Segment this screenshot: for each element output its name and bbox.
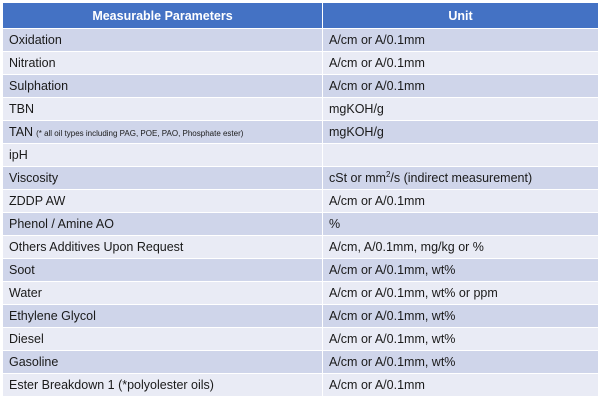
table-row [3,144,599,167]
unit-cell: mgKOH/g [323,121,599,144]
parameter-cell: Others Additives Upon Request [3,236,323,259]
unit-cell: % [323,213,599,236]
parameter-cell: Ester Breakdown 1 (*polyolester oils) [3,374,323,397]
header-parameter: Measurable Parameters [3,3,323,29]
parameter-cell: Diesel [3,328,323,351]
table-row [3,305,599,328]
table-row [3,29,599,52]
unit-cell: A/cm or A/0.1mm, wt% [323,351,599,374]
table-row [3,98,599,121]
unit-cell: A/cm or A/0.1mm [323,29,599,52]
parameter-cell: Phenol / Amine AO [3,213,323,236]
header-row [3,3,599,29]
table-row [3,167,599,190]
table-row [3,374,599,397]
table-row [3,75,599,98]
unit-prefix: cSt or mm [329,171,386,185]
table-row [3,190,599,213]
unit-cell [323,144,599,167]
unit-cell: A/cm or A/0.1mm, wt% [323,259,599,282]
parameter-cell: Soot [3,259,323,282]
parameter-cell: Nitration [3,52,323,75]
parameter-cell: Viscosity [3,167,323,190]
parameter-cell: Sulphation [3,75,323,98]
parameter-cell: ipH [3,144,323,167]
unit-cell: A/cm or A/0.1mm [323,374,599,397]
parameters-table [2,2,599,397]
parameter-cell: ZDDP AW [3,190,323,213]
unit-cell: A/cm or A/0.1mm [323,190,599,213]
unit-suffix: /s (indirect measurement) [390,171,533,185]
parameter-cell: Gasoline [3,351,323,374]
parameter-cell: Water [3,282,323,305]
unit-cell: A/cm or A/0.1mm [323,52,599,75]
table-row [3,121,599,144]
table-row [3,236,599,259]
unit-cell: A/cm or A/0.1mm, wt% [323,305,599,328]
table-row [3,328,599,351]
table-header [3,3,599,29]
parameter-cell: Oxidation [3,29,323,52]
table-body [3,29,599,397]
parameter-note: (* all oil types including PAG, POE, PAO, Phosphate ester) [36,129,244,138]
parameter-cell [3,121,323,144]
unit-cell: A/cm or A/0.1mm, wt% [323,328,599,351]
unit-cell: A/cm or A/0.1mm [323,75,599,98]
parameter-cell: Ethylene Glycol [3,305,323,328]
unit-cell [323,167,599,190]
table-row [3,282,599,305]
table-row [3,259,599,282]
table-row [3,52,599,75]
unit-cell: A/cm, A/0.1mm, mg/kg or % [323,236,599,259]
table-row [3,351,599,374]
header-unit: Unit [323,3,599,29]
unit-cell: mgKOH/g [323,98,599,121]
table-row [3,213,599,236]
parameter-label: TAN [9,125,34,139]
parameter-cell: TBN [3,98,323,121]
unit-cell: A/cm or A/0.1mm, wt% or ppm [323,282,599,305]
unit-superscript: 2 [385,169,391,179]
